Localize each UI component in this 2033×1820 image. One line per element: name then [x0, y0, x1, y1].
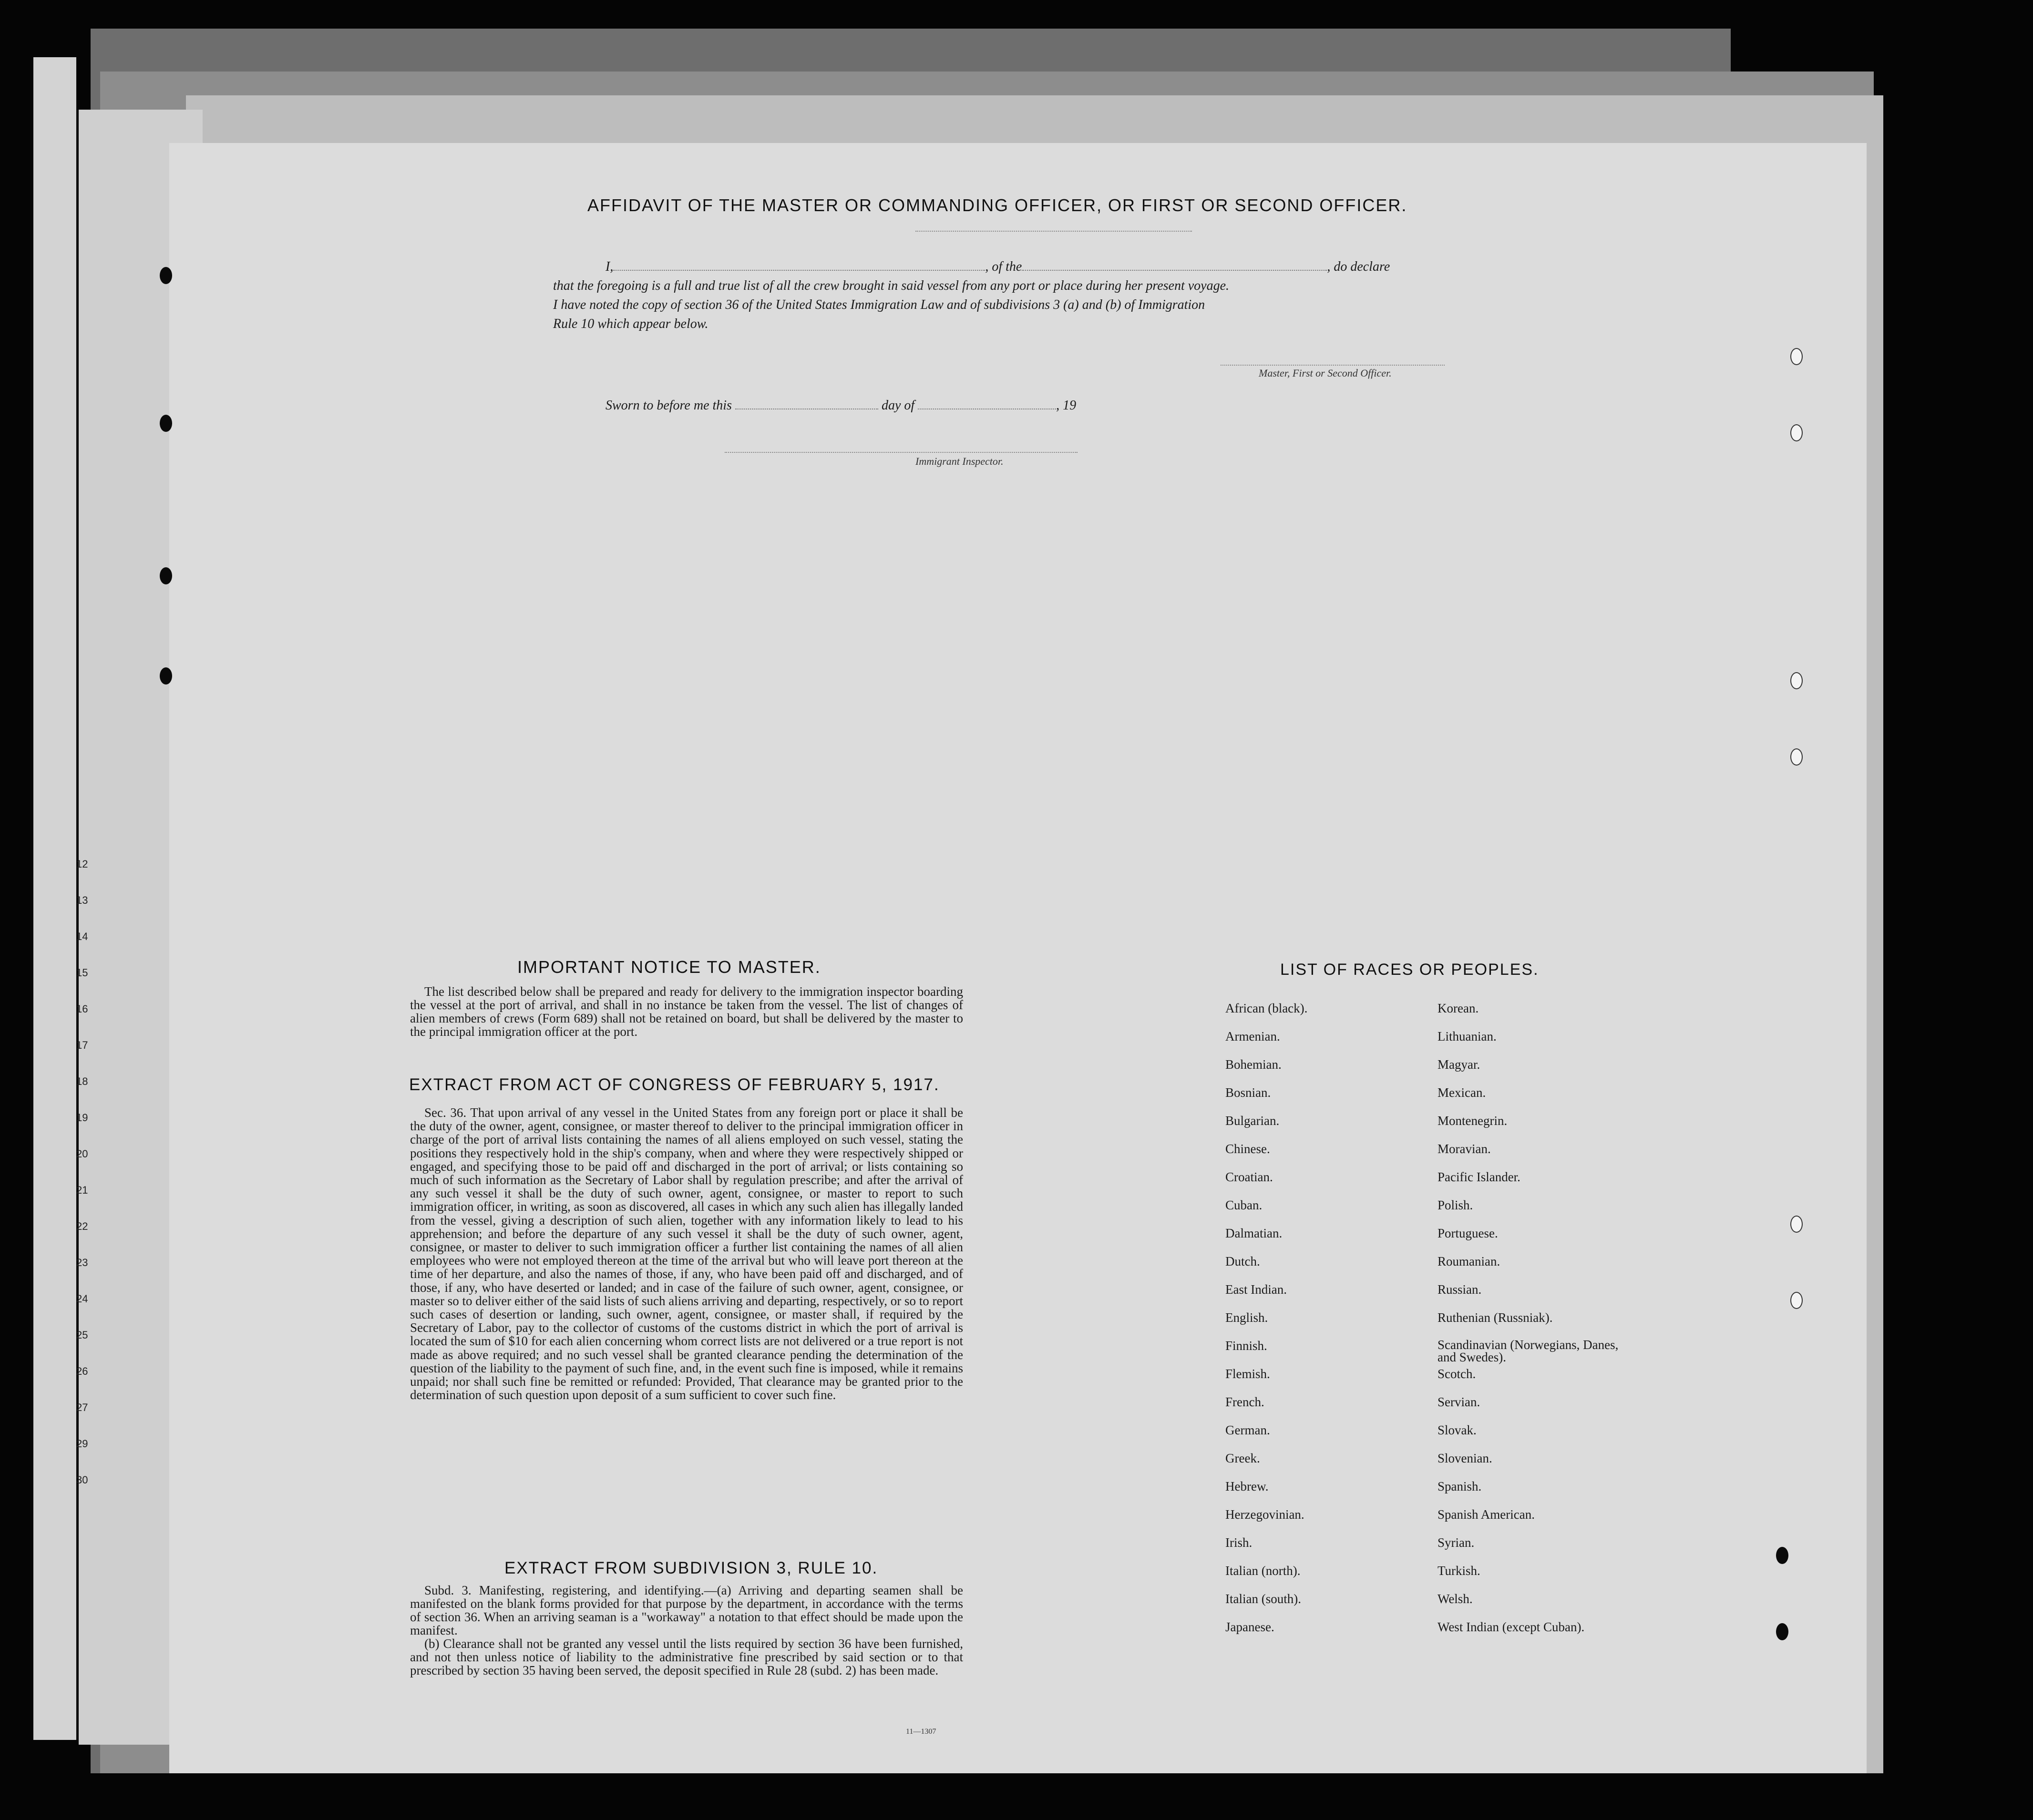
race-item: Slovenian.: [1437, 1451, 1492, 1465]
punch-hole: [1790, 748, 1803, 766]
race-item: Montenegrin.: [1437, 1114, 1508, 1128]
punch-hole: [1790, 424, 1803, 441]
affidavit-text: [553, 257, 1473, 334]
race-item: Moravian.: [1437, 1142, 1491, 1156]
margin-number: 14: [76, 930, 88, 942]
race-item: Japanese.: [1225, 1620, 1274, 1634]
race-item: Italian (north).: [1225, 1564, 1301, 1578]
vessel-blank: [1022, 270, 1327, 271]
affidavit-line3: I have noted the copy of section 36 of the United States Immigration Law and of subdivisions 3 (a) and (b) of Immigration: [553, 297, 1205, 312]
margin-number: 19: [76, 1112, 88, 1124]
affidavit-declare: , do declare: [1327, 259, 1390, 274]
race-item: Finnish.: [1225, 1339, 1267, 1353]
margin-number: 29: [76, 1438, 88, 1450]
race-item: German.: [1225, 1423, 1270, 1437]
margin-number: 27: [76, 1401, 88, 1413]
signature-label: Master, First or Second Officer.: [1259, 367, 1392, 379]
binding-strip: [33, 57, 76, 1740]
punch-hole: [1776, 1623, 1788, 1640]
rule-para-a: Subd. 3. Manifesting, registering, and identifying.—(a) Arriving and departing seamen shall be manifested on the blank forms provided for that purpose by the department, in accordance with the terms of section 36. When an arriving seaman is a "workaway" a notation to that effect should be made upon the manifest.: [410, 1583, 963, 1637]
notice-title: IMPORTANT NOTICE TO MASTER.: [517, 957, 821, 977]
race-item: Pacific Islander.: [1437, 1170, 1520, 1184]
punch-hole: [1790, 348, 1803, 365]
race-item: Armenian.: [1225, 1029, 1280, 1043]
sworn-year-label: , 19: [1056, 398, 1077, 413]
race-item: Bosnian.: [1225, 1085, 1271, 1100]
race-item: Polish.: [1437, 1198, 1473, 1212]
race-item: Slovak.: [1437, 1423, 1477, 1437]
margin-number: 25: [76, 1329, 88, 1341]
race-item: Turkish.: [1437, 1564, 1480, 1578]
margin-number: 20: [76, 1148, 88, 1160]
race-item: English.: [1225, 1310, 1268, 1325]
margin-number: 21: [76, 1184, 88, 1196]
margin-number: 15: [76, 967, 88, 979]
notice-text: The list described below shall be prepared and ready for delivery to the immigration inspector boarding the vessel at the port of arrival, and shall in no instance be taken from the vessel. The list of changes of alien members of crews (Form 689) shall not be retained on board, but shall be delivered by the master to the principal immigration officer at the port.: [410, 984, 963, 1039]
race-item: Welsh.: [1437, 1592, 1473, 1606]
race-item: Irish.: [1225, 1535, 1253, 1550]
race-item: Russian.: [1437, 1282, 1482, 1297]
race-item: Greek.: [1225, 1451, 1260, 1465]
rule-para-b: (b) Clearance shall not be granted any vessel until the lists required by section 36 have been furnished, and not then unless notice of liability to the administrative fine prescribed by said section or to that prescribed by section 35 having been served, the deposit specified in Rule 28 (subd. 2) has been made.: [410, 1636, 963, 1677]
race-item: Spanish.: [1437, 1479, 1482, 1493]
punch-hole: [1790, 1216, 1803, 1233]
race-item: Korean.: [1437, 1001, 1479, 1015]
race-item: Hebrew.: [1225, 1479, 1269, 1493]
sworn-line: [606, 398, 1076, 413]
margin-number: 30: [76, 1474, 88, 1486]
margin-number: 23: [76, 1257, 88, 1268]
race-item: Roumanian.: [1437, 1254, 1500, 1268]
race-item: Lithuanian.: [1437, 1029, 1497, 1043]
race-item: Cuban.: [1225, 1198, 1263, 1212]
margin-number: 18: [76, 1075, 88, 1087]
rule-10-text: [410, 1584, 963, 1677]
punch-hole: [160, 267, 172, 284]
punch-hole: [1790, 1292, 1803, 1309]
race-item: Mexican.: [1437, 1085, 1486, 1100]
signature-line: [1221, 365, 1445, 366]
race-item: Portuguese.: [1437, 1226, 1498, 1240]
form-number: 11—1307: [906, 1728, 936, 1736]
affidavit-line2: that the foregoing is a full and true list of all the crew brought in said vessel from any port or place during her present voyage.: [553, 278, 1230, 293]
races-title: LIST OF RACES OR PEOPLES.: [1280, 961, 1539, 979]
sworn-day-label: day of: [881, 398, 915, 413]
race-item: Flemish.: [1225, 1367, 1270, 1381]
race-item: Magyar.: [1437, 1057, 1480, 1072]
race-item: Croatian.: [1225, 1170, 1273, 1184]
margin-number: 17: [76, 1039, 88, 1051]
section-36-text: Sec. 36. That upon arrival of any vessel in the United States from any foreign port or place it shall be the duty of the owner, agent, consignee, or master thereof to deliver to the principal immigration officer in charge of the port of arrival lists containing the names of all aliens employed on such vessel, stating the positions they respectively hold in the ship's company, when and where they were respectively shipped or engaged, and specifying those to be paid off and discharged in the port of arrival; or lists containing so much of such information as the Secretary of Labor shall by regulation prescribe; and after the arrival of any such vessel it shall be the duty of such owner, agent, consignee, or master to report to such immigration officer, in writing, as soon as discovered, all cases in which any such alien has illegally landed from the vessel, giving a description of such alien, together with any information likely to lead to his apprehension; and before the departure of any such vessel it shall be the duty of such owner, agent, consignee, or master to deliver to such immigration officer a further list containing the names of all alien employees who were not employed thereon at the time of the arrival but who will leave port thereon at the time of her departure, and also the names of those, if any, who have been paid off and discharged, and of those, if any, who have deserted or landed; and in case of the failure of such owner, agent, consignee, or master so to deliver either of the said lists of such aliens arriving and departing, respectively, or so to report such cases of desertion or landing, such owner, agent, consignee, or master shall, if required by the Secretary of Labor, pay to the collector of customs of the customs district in which the port of arrival is located the sum of $10 for each alien concerning whom correct lists are not delivered or a true report is not made as above required; and no such vessel shall be granted clearance pending the determination of the question of the liability to the payment of such fine, and, in the event such fine is imposed, while it remains unpaid; nor shall such fine be remitted or refunded: Provided, That clearance may be granted prior to the determination of such question upon deposit of a sum sufficient to cover such fine.: [410, 1105, 963, 1402]
inspector-line: [725, 452, 1078, 453]
race-item: Bohemian.: [1225, 1057, 1282, 1072]
punch-hole: [1790, 672, 1803, 689]
margin-number: 26: [76, 1365, 88, 1377]
margin-number: 12: [76, 858, 88, 870]
race-item: Bulgarian.: [1225, 1114, 1280, 1128]
title-rule: [915, 231, 1192, 232]
race-item: Servian.: [1437, 1395, 1480, 1409]
inspector-label: Immigrant Inspector.: [915, 455, 1004, 467]
races-left-column: [1225, 1001, 1307, 1648]
affidavit-title: AFFIDAVIT OF THE MASTER OR COMMANDING OFFICER, OR FIRST OR SECOND OFFICER.: [587, 195, 1407, 215]
race-item: West Indian (except Cuban).: [1437, 1620, 1585, 1634]
margin-number: 16: [76, 1003, 88, 1015]
race-item: Scandinavian (Norwegians, Danes, and Swedes).: [1437, 1338, 1619, 1364]
race-item: Herzegovinian.: [1225, 1507, 1304, 1522]
sworn-label: Sworn to before me this: [606, 398, 732, 413]
race-item: East Indian.: [1225, 1282, 1287, 1297]
margin-number: 22: [76, 1220, 88, 1232]
race-item: Scotch.: [1437, 1367, 1476, 1381]
race-item: Dutch.: [1225, 1254, 1260, 1268]
affidavit-of-the: , of the: [985, 259, 1022, 274]
races-right-column: [1437, 1001, 1638, 1648]
race-item: Dalmatian.: [1225, 1226, 1283, 1240]
punch-hole: [160, 667, 172, 685]
margin-number: 13: [76, 894, 88, 906]
race-item: Chinese.: [1225, 1142, 1270, 1156]
race-item: Ruthenian (Russniak).: [1437, 1310, 1553, 1325]
extract-rule-title: EXTRACT FROM SUBDIVISION 3, RULE 10.: [504, 1559, 878, 1577]
punch-hole: [160, 415, 172, 432]
affidavit-line4: Rule 10 which appear below.: [553, 317, 708, 331]
name-blank: [613, 270, 985, 271]
punch-hole: [160, 567, 172, 584]
race-item: Italian (south).: [1225, 1592, 1301, 1606]
race-item: Syrian.: [1437, 1535, 1475, 1550]
extract-act-title: EXTRACT FROM ACT OF CONGRESS OF FEBRUARY 5, 1917.: [409, 1075, 940, 1094]
race-item: French.: [1225, 1395, 1264, 1409]
race-item: Spanish American.: [1437, 1507, 1535, 1522]
punch-hole: [1776, 1547, 1788, 1564]
race-item: African (black).: [1225, 1001, 1308, 1015]
affidavit-i: I,: [606, 259, 614, 274]
margin-number: 24: [76, 1293, 88, 1305]
